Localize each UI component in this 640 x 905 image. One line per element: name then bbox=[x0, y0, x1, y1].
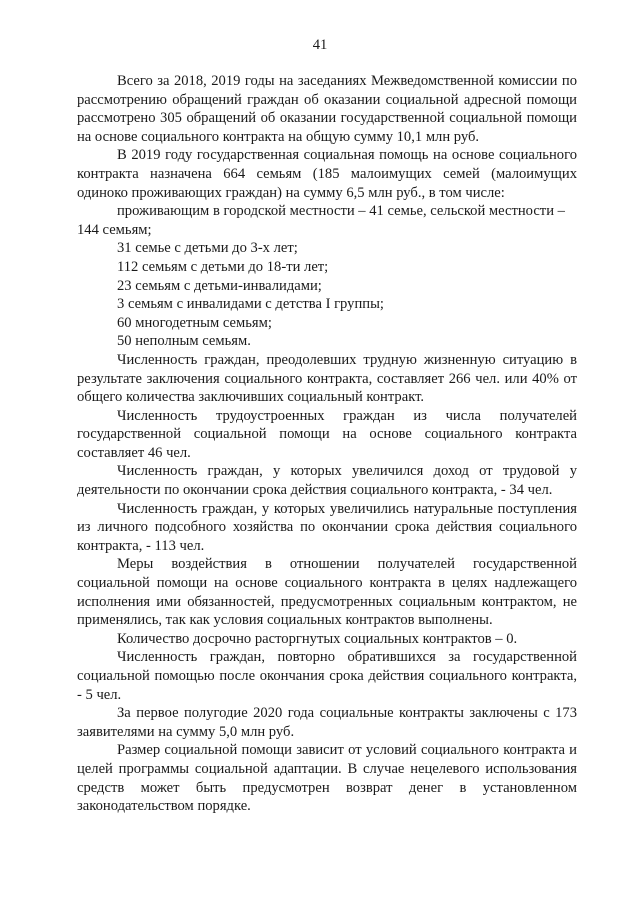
paragraph-2019-assistance: В 2019 году государственная социальная помощь на основе социального контракта назначена 664 семьям (185 малоимущих семей (малоимущих одиноко проживающих граждан) на сумму 6,5 млн руб., в том числе: bbox=[77, 147, 577, 201]
list-item-single-parent: 50 неполным семьям. bbox=[117, 333, 251, 350]
paragraph-enforcement-measures: Меры воздействия в отношении получателей государственной социальной помощи на основе социального контракта в целях надлежащего исполнения ими обязанностей, предусмотренных социальным контрактом, не применялись, так как условия социальных контрактов выполнены. bbox=[77, 556, 577, 629]
paragraph-early-termination: Количество досрочно расторгнутых социальных контрактов – 0. bbox=[117, 630, 518, 647]
list-item-urban-rural: проживающим в городской местности – 41 семье, сельской местности – 144 семьям; bbox=[77, 203, 565, 238]
paragraph-repeat-applicants: Численность граждан, повторно обратившихся за государственной социальной помощью после окончания срока действия социального контракта, - 5 чел. bbox=[77, 649, 577, 703]
paragraph-natural-income: Численность граждан, у которых увеличились натуральные поступления из личного подсобного хозяйства по окончании срока действия социального контракта, - 113 чел. bbox=[77, 500, 577, 554]
list-item-children-under-18: 112 семьям с детьми до 18-ти лет; bbox=[117, 258, 329, 275]
page-number: 41 bbox=[312, 37, 328, 53]
paragraph-overcame-hardship: Численность граждан, преодолевших трудную жизненную ситуацию в результате заключения социального контракта, составляет 266 чел. или 40% от общего количества заключивших социальный контракт. bbox=[77, 351, 577, 406]
paragraph-employed: Численность трудоустроенных граждан из числа получателей государственной социальной помощи на основе социального контракта составляет 46 чел. bbox=[77, 407, 577, 461]
list-item-disabled-children: 23 семьям с детьми-инвалидами; bbox=[117, 277, 322, 294]
paragraph-assistance-size: Размер социальной помощи зависит от условий социального контракта и целей программы социальной адаптации. В случае нецелевого использования средств может быть предусмотрен возврат денег в установленном законодательством порядке. bbox=[77, 742, 577, 815]
document-body bbox=[77, 72, 577, 816]
paragraph-income-increase: Численность граждан, у которых увеличился доход от трудовой у деятельности по окончании срока действия социального контракта, - 34 чел. bbox=[77, 463, 577, 499]
paragraph-2020-contracts: За первое полугодие 2020 года социальные контракты заключены с 173 заявителями на сумму 5,0 млн руб. bbox=[77, 705, 577, 740]
list-item-disabled-group-1: 3 семьям с инвалидами с детства I группы; bbox=[117, 296, 384, 313]
list-item-children-under-3: 31 семье с детьми до 3-х лет; bbox=[117, 240, 298, 257]
list-item-large-families: 60 многодетным семьям; bbox=[117, 314, 272, 331]
paragraph-commission-summary: Всего за 2018, 2019 годы на заседаниях Межведомственной комиссии по рассмотрению обращений граждан об оказании социальной адресной помощи рассмотрено 305 обращений об оказании государственной социальной помощи на основе социального контракта на общую сумму 10,1 млн руб. bbox=[77, 73, 577, 145]
